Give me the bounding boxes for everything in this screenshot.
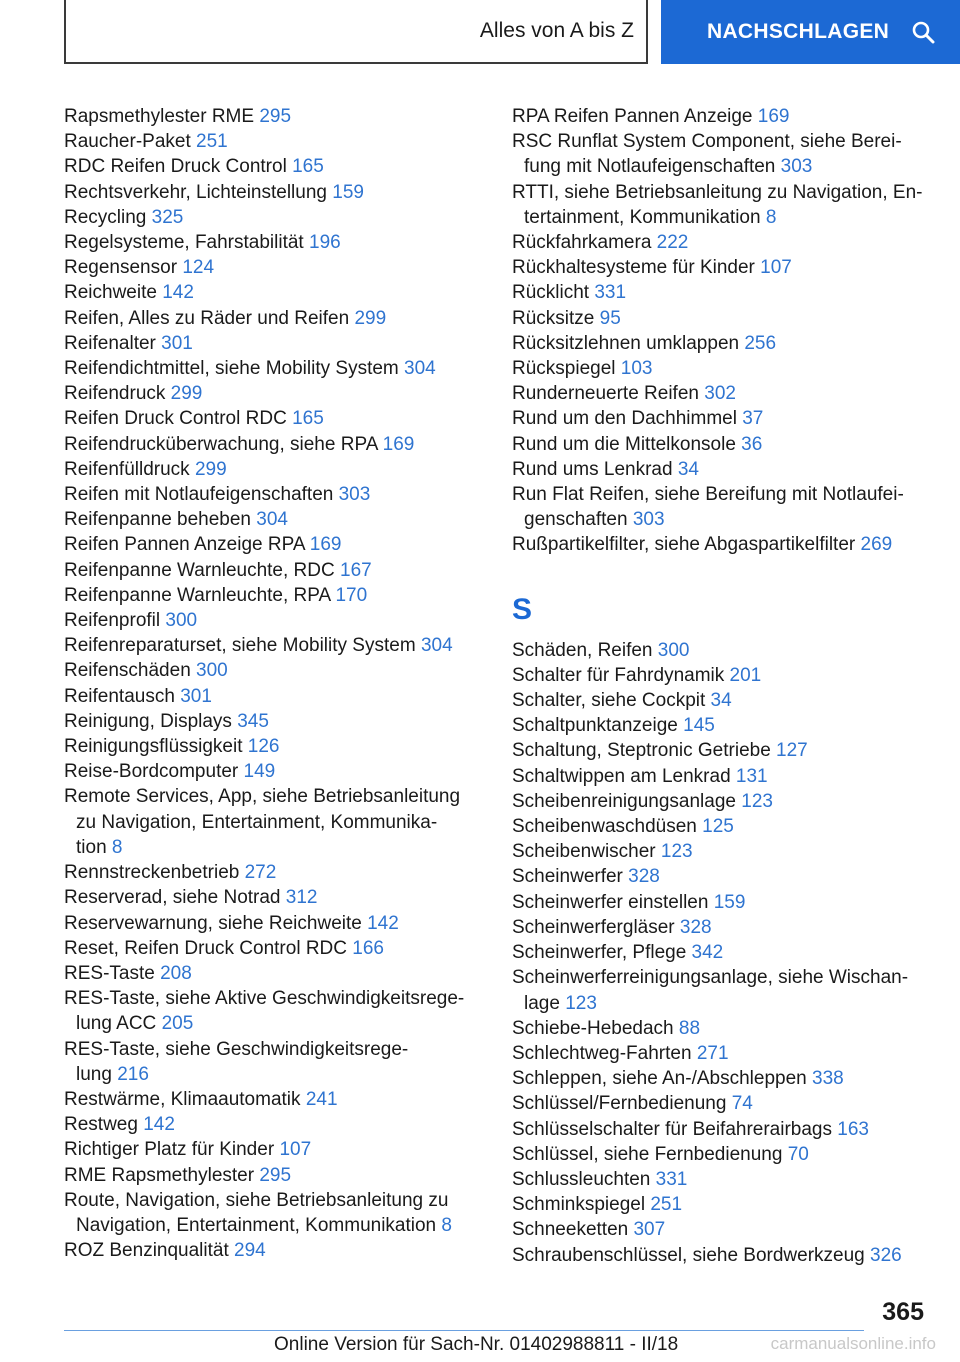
page-reference-link[interactable]: 301 <box>180 685 212 707</box>
page-reference-link[interactable]: 338 <box>812 1068 844 1090</box>
index-entry <box>512 1041 932 1066</box>
index-entry <box>64 1163 474 1188</box>
page-reference-link[interactable]: 222 <box>656 232 689 254</box>
page-reference-link[interactable]: 142 <box>143 1114 175 1136</box>
index-entry <box>64 734 474 759</box>
index-entry <box>64 306 474 331</box>
page-reference-link[interactable]: 123 <box>660 841 693 863</box>
entry-text: Reinigungsflüssigkeit <box>64 736 243 758</box>
page-reference-link[interactable]: 169 <box>382 433 415 455</box>
page-reference-link[interactable]: 307 <box>633 1219 666 1241</box>
page-reference-link[interactable]: 149 <box>243 761 276 783</box>
page-reference-link[interactable]: 125 <box>702 816 734 838</box>
index-entry <box>64 1188 474 1238</box>
page-reference-link[interactable]: 8 <box>441 1214 452 1236</box>
entry-text: Reinigung, Displays <box>64 710 232 732</box>
watermark: carmanualsonline.info <box>770 1334 936 1353</box>
entry-text: Schlüssel, siehe Fernbedienung <box>512 1143 783 1165</box>
index-entry <box>512 280 932 305</box>
page-reference-link[interactable]: 294 <box>234 1240 266 1262</box>
page-reference-link[interactable]: 331 <box>655 1168 688 1190</box>
entry-text: Schlussleuchten <box>512 1168 651 1190</box>
index-entry <box>64 180 474 205</box>
index-entry <box>512 180 932 230</box>
index-entry <box>64 1238 474 1263</box>
entry-text: Schaltung, Steptronic Getriebe <box>512 740 771 762</box>
entry-text: Remote Services, App, siehe Betriebsanleitung <box>64 786 461 808</box>
entry-text: Reifenpanne Warnleuchte, RDC <box>64 559 335 581</box>
page-reference-link[interactable]: 159 <box>713 891 746 913</box>
index-entry <box>512 1142 932 1167</box>
entry-text: Reifenpanne beheben <box>64 509 252 531</box>
entry-text: lage <box>524 992 560 1014</box>
index-entry <box>512 663 932 688</box>
index-entry <box>64 583 474 608</box>
entry-text: Reifendrucküberwachung, siehe RPA <box>64 433 378 455</box>
entry-text: Rückspiegel <box>512 358 616 380</box>
page-reference-link[interactable]: 124 <box>182 257 215 279</box>
entry-text: Reifenreparaturset, siehe Mobility System <box>64 635 416 657</box>
index-entry <box>512 688 932 713</box>
search-icon <box>911 20 935 44</box>
entry-text: Reservewarnung, siehe Reichweite <box>64 912 362 934</box>
page-reference-link[interactable]: 170 <box>335 584 368 606</box>
index-entry <box>512 764 932 789</box>
page-reference-link[interactable]: 304 <box>404 358 436 380</box>
tab-nachschlagen[interactable] <box>661 0 960 64</box>
index-entry <box>64 356 474 381</box>
entry-text: Schleppen, siehe An-/Abschleppen <box>512 1068 807 1090</box>
page-reference-link[interactable]: 123 <box>565 992 597 1014</box>
index-entry <box>64 104 474 129</box>
page-reference-link[interactable]: 312 <box>285 887 318 909</box>
page-reference-link[interactable]: 300 <box>165 610 198 632</box>
entry-text: Reifenalter <box>64 332 156 354</box>
index-column-right <box>512 104 932 1268</box>
index-group-r <box>512 104 932 558</box>
index-entry <box>512 839 932 864</box>
entry-text: Reifendichtmittel, siehe Mobility System <box>64 358 399 380</box>
index-entry <box>64 457 474 482</box>
entry-text: Schalter, siehe Cockpit <box>512 690 706 712</box>
page-reference-link[interactable]: 299 <box>194 458 227 480</box>
page-reference-link[interactable]: 169 <box>309 534 342 556</box>
page-reference-link[interactable]: 303 <box>338 484 371 506</box>
entry-text: Rechtsverkehr, Lichteinstellung <box>64 181 327 203</box>
page-reference-link[interactable]: 300 <box>196 660 228 682</box>
page-reference-link[interactable]: 201 <box>729 664 762 686</box>
entry-text: RME Rapsmethylester <box>64 1164 255 1186</box>
entry-text: Schminkspiegel <box>512 1194 646 1216</box>
index-entry <box>64 936 474 961</box>
page-reference-link[interactable]: 299 <box>170 383 203 405</box>
index-entry <box>512 713 932 738</box>
index-entry <box>512 915 932 940</box>
page-reference-link[interactable]: 163 <box>837 1118 869 1140</box>
page-reference-link[interactable]: 88 <box>678 1017 701 1039</box>
entry-text: Scheinwerfer, Pflege <box>512 942 687 964</box>
index-entry <box>64 684 474 709</box>
entry-text: Scheibenwaschdüsen <box>512 816 697 838</box>
entry-text: Schlüsselschalter für Beifahrerairbags <box>512 1118 832 1140</box>
page-reference-link[interactable]: 95 <box>599 307 621 329</box>
entry-text: Schaltwippen am Lenkrad <box>512 765 731 787</box>
index-entry <box>64 1112 474 1137</box>
entry-text: RTTI, siehe Betriebsanleitung zu Navigation, En- <box>512 181 923 203</box>
entry-text: Reifenpanne Warnleuchte, RPA <box>64 584 331 606</box>
page-reference-link[interactable]: 34 <box>710 690 732 712</box>
page-reference-link[interactable]: 145 <box>683 715 715 737</box>
index-entry <box>64 255 474 280</box>
page-reference-link[interactable]: 269 <box>860 534 893 556</box>
index-entry <box>512 1167 932 1192</box>
page-reference-link[interactable]: 299 <box>354 307 387 329</box>
entry-text: RSC Runflat System Component, siehe Berei- <box>512 131 902 153</box>
entry-text: Richtiger Platz für Kinder <box>64 1139 275 1161</box>
index-entry <box>512 940 932 965</box>
index-entry <box>512 104 932 129</box>
index-entry <box>512 965 932 1015</box>
entry-text: ROZ Benzinqualität <box>64 1240 229 1262</box>
index-entry <box>64 507 474 532</box>
entry-text: Rückhaltesysteme für Kinder <box>512 257 755 279</box>
page-reference-link[interactable]: 103 <box>620 358 653 380</box>
index-entry <box>512 432 932 457</box>
page-reference-link[interactable]: 165 <box>292 156 324 178</box>
entry-text: Regelsysteme, Fahrstabilität <box>64 232 304 254</box>
index-entry <box>512 738 932 763</box>
index-entry <box>64 608 474 633</box>
page-reference-link[interactable]: 302 <box>704 383 736 405</box>
entry-text: Recycling <box>64 206 147 228</box>
entry-text: Rund um den Dachhimmel <box>512 408 737 430</box>
index-entry <box>512 482 932 532</box>
entry-text: Schneeketten <box>512 1219 629 1241</box>
index-entry <box>512 356 932 381</box>
entry-text: Rennstreckenbetrieb <box>64 862 240 884</box>
online-version-note: Online Version für Sach-Nr. 01402988811 - II/18 <box>274 1334 679 1355</box>
entry-text: Restweg <box>64 1114 138 1136</box>
index-entry <box>512 255 932 280</box>
entry-text: Reichweite <box>64 282 157 304</box>
page-reference-link[interactable]: 251 <box>650 1194 683 1216</box>
page-reference-link[interactable]: 205 <box>161 1013 194 1035</box>
entry-text: Reise-Bordcomputer <box>64 761 239 783</box>
entry-text: Scheinwerfer <box>512 866 623 888</box>
index-entry <box>512 457 932 482</box>
page-reference-link[interactable]: 126 <box>247 736 280 758</box>
entry-text: Route, Navigation, siehe Betriebsanleitung zu <box>64 1189 449 1211</box>
index-entry <box>64 759 474 784</box>
index-entry <box>64 961 474 986</box>
entry-text: Scheinwerfergläser <box>512 916 675 938</box>
page-reference-link[interactable]: 131 <box>735 765 768 787</box>
index-entry <box>512 331 932 356</box>
index-entry <box>64 860 474 885</box>
entry-text: Schiebe-Hebedach <box>512 1017 674 1039</box>
index-column-left <box>64 104 474 1263</box>
index-entry <box>512 814 932 839</box>
index-entry <box>64 558 474 583</box>
page-reference-link[interactable]: 166 <box>352 937 384 959</box>
entry-text: Scheinwerferreinigungsanlage, siehe Wischan- <box>512 967 909 989</box>
page-reference-link[interactable]: 301 <box>161 332 193 354</box>
entry-text: Schlechtweg-Fahrten <box>512 1042 692 1064</box>
page-reference-link[interactable]: 8 <box>765 206 777 228</box>
entry-text: Schlüssel/Fernbedienung <box>512 1093 727 1115</box>
entry-text: Rückfahrkamera <box>512 232 652 254</box>
tab-index-label: Alles von A bis Z <box>479 19 634 42</box>
entry-text: Reifen Pannen Anzeige RPA <box>64 534 305 556</box>
page-reference-link[interactable]: 272 <box>244 862 277 884</box>
page-reference-link[interactable]: 74 <box>731 1093 753 1115</box>
entry-text: lung ACC <box>76 1013 157 1035</box>
index-entry <box>512 1217 932 1242</box>
entry-text: Rücksitze <box>512 307 595 329</box>
index-entry <box>512 890 932 915</box>
index-group-s <box>512 638 932 1268</box>
page-header <box>0 0 960 66</box>
page-reference-link[interactable]: 271 <box>696 1042 729 1064</box>
entry-text: RPA Reifen Pannen Anzeige <box>512 106 753 127</box>
page-reference-link[interactable]: 256 <box>744 332 777 354</box>
index-entry <box>64 1137 474 1162</box>
index-entry <box>64 1087 474 1112</box>
page-reference-link[interactable]: 34 <box>677 458 699 480</box>
page-reference-link[interactable]: 328 <box>679 916 712 938</box>
entry-text: lung <box>76 1063 112 1085</box>
index-entry <box>64 986 474 1036</box>
page-reference-link[interactable]: 304 <box>256 509 288 531</box>
entry-text: Reifen, Alles zu Räder und Reifen <box>64 307 350 329</box>
index-entry <box>64 532 474 557</box>
page-reference-link[interactable]: 345 <box>237 710 269 732</box>
page-reference-link[interactable]: 107 <box>760 257 792 279</box>
page-reference-link[interactable]: 300 <box>657 639 690 661</box>
page-reference-link[interactable]: 295 <box>259 106 292 127</box>
page-reference-link[interactable]: 241 <box>305 1088 338 1110</box>
entry-text: Reifen mit Notlaufeigenschaften <box>64 484 334 506</box>
index-entry <box>512 1117 932 1142</box>
page-reference-link[interactable]: 303 <box>780 156 813 178</box>
page-reference-link[interactable]: 326 <box>870 1244 902 1266</box>
entry-text: RDC Reifen Druck Control <box>64 156 287 178</box>
index-entry <box>512 1091 932 1116</box>
entry-text: Reifenfülldruck <box>64 458 190 480</box>
index-entry <box>64 482 474 507</box>
index-entry <box>64 129 474 154</box>
page-reference-link[interactable]: 142 <box>367 912 399 934</box>
entry-text: Scheibenreinigungsanlage <box>512 790 736 812</box>
page-reference-link[interactable]: 196 <box>309 232 341 254</box>
page-reference-link[interactable]: 8 <box>111 836 123 858</box>
page-reference-link[interactable]: 169 <box>757 106 790 127</box>
page-reference-link[interactable]: 331 <box>594 282 627 304</box>
index-entry <box>512 1192 932 1217</box>
entry-text: tion <box>76 836 107 858</box>
entry-text: Reifenschäden <box>64 660 191 682</box>
tab-alles-von-a-bis-z[interactable] <box>64 0 648 64</box>
entry-text: RES-Taste, siehe Geschwindigkeitsrege- <box>64 1038 409 1060</box>
entry-text: Reifen Druck Control RDC <box>64 408 287 430</box>
entry-text: Reset, Reifen Druck Control RDC <box>64 937 347 959</box>
index-entry <box>512 864 932 889</box>
page-reference-link[interactable]: 36 <box>741 433 763 455</box>
entry-text: Rücklicht <box>512 282 590 304</box>
entry-text: tertainment, Kommunikation <box>524 206 761 228</box>
index-entry <box>512 129 932 179</box>
entry-text: Rücksitzlehnen umklappen <box>512 332 740 354</box>
footer-divider <box>64 1330 864 1331</box>
page-reference-link[interactable]: 304 <box>420 635 453 657</box>
entry-text: Navigation, Entertainment, Kommunikation <box>76 1214 437 1236</box>
entry-text: Reifendruck <box>64 383 166 405</box>
entry-text: Rund ums Lenkrad <box>512 458 673 480</box>
entry-text: Reserverad, siehe Notrad <box>64 887 281 909</box>
entry-text: Restwärme, Klimaautomatik <box>64 1088 301 1110</box>
index-entry <box>64 709 474 734</box>
index-entry <box>512 1016 932 1041</box>
index-entry <box>64 658 474 683</box>
index-entry <box>512 1066 932 1091</box>
index-entry <box>512 381 932 406</box>
entry-text: Regensensor <box>64 257 178 279</box>
index-entry <box>512 1243 932 1268</box>
index-entry <box>64 911 474 936</box>
index-entry <box>64 432 474 457</box>
page-reference-link[interactable]: 328 <box>628 866 660 888</box>
page-reference-link[interactable]: 208 <box>160 962 192 984</box>
page-reference-link[interactable]: 216 <box>117 1063 149 1085</box>
page-reference-link[interactable]: 142 <box>162 282 194 304</box>
page-reference-link[interactable]: 165 <box>292 408 324 430</box>
entry-text: Scheinwerfer einstellen <box>512 891 709 913</box>
index-entry <box>64 885 474 910</box>
entry-text: genschaften <box>524 509 628 531</box>
tab-lookup-label: NACHSCHLAGEN <box>707 20 890 43</box>
page-reference-link[interactable]: 107 <box>279 1139 312 1161</box>
index-entry <box>64 230 474 255</box>
index-entry <box>512 406 932 431</box>
entry-text: Scheibenwischer <box>512 841 656 863</box>
index-entry <box>64 784 474 860</box>
page-number: 365 <box>882 1298 924 1326</box>
page-reference-link[interactable]: 325 <box>151 206 184 228</box>
entry-text: Reifentausch <box>64 685 175 707</box>
entry-text: Rund um die Mittelkonsole <box>512 433 736 455</box>
page-reference-link[interactable]: 70 <box>787 1143 809 1165</box>
index-entry <box>64 1037 474 1087</box>
entry-text: Schäden, Reifen <box>512 639 653 661</box>
page-reference-link[interactable]: 251 <box>196 131 228 153</box>
entry-text: Runderneuerte Reifen <box>512 383 699 405</box>
index-entry <box>512 532 932 557</box>
page-reference-link[interactable]: 37 <box>742 408 764 430</box>
entry-text: Rußpartikelfilter, siehe Abgaspartikelfilter <box>512 534 856 556</box>
entry-text: Schaltpunktanzeige <box>512 715 678 737</box>
page-reference-link[interactable]: 127 <box>776 740 808 762</box>
entry-text: fung mit Notlaufeigenschaften <box>524 156 776 178</box>
entry-text: Raucher-Paket <box>64 131 191 153</box>
entry-text: Reifenprofil <box>64 610 161 632</box>
index-entry <box>64 633 474 658</box>
entry-text: RES-Taste <box>64 962 155 984</box>
index-entry <box>512 230 932 255</box>
entry-text: zu Navigation, Entertainment, Kommunika- <box>76 811 438 833</box>
page-reference-link[interactable]: 295 <box>259 1164 292 1186</box>
entry-text: Schalter für Fahrdynamik <box>512 664 725 686</box>
page-reference-link[interactable]: 167 <box>340 559 372 581</box>
page-reference-link[interactable]: 342 <box>691 942 724 964</box>
index-entry <box>64 381 474 406</box>
index-entry <box>64 331 474 356</box>
index-entry <box>64 205 474 230</box>
entry-text: Run Flat Reifen, siehe Bereifung mit Notlaufei- <box>512 484 904 506</box>
page-reference-link[interactable]: 123 <box>741 790 773 812</box>
index-entry <box>64 406 474 431</box>
section-letter-s: S <box>512 592 533 626</box>
page-reference-link[interactable]: 303 <box>632 509 665 531</box>
page-reference-link[interactable]: 159 <box>332 181 364 203</box>
index-entry <box>64 154 474 179</box>
entry-text: Rapsmethylester RME <box>64 106 255 127</box>
index-entry <box>64 280 474 305</box>
index-entry <box>512 638 932 663</box>
index-entry <box>512 306 932 331</box>
entry-text: RES-Taste, siehe Aktive Geschwindigkeitsrege- <box>64 988 465 1010</box>
entry-text: Schraubenschlüssel, siehe Bordwerkzeug <box>512 1244 865 1266</box>
index-entry <box>512 789 932 814</box>
